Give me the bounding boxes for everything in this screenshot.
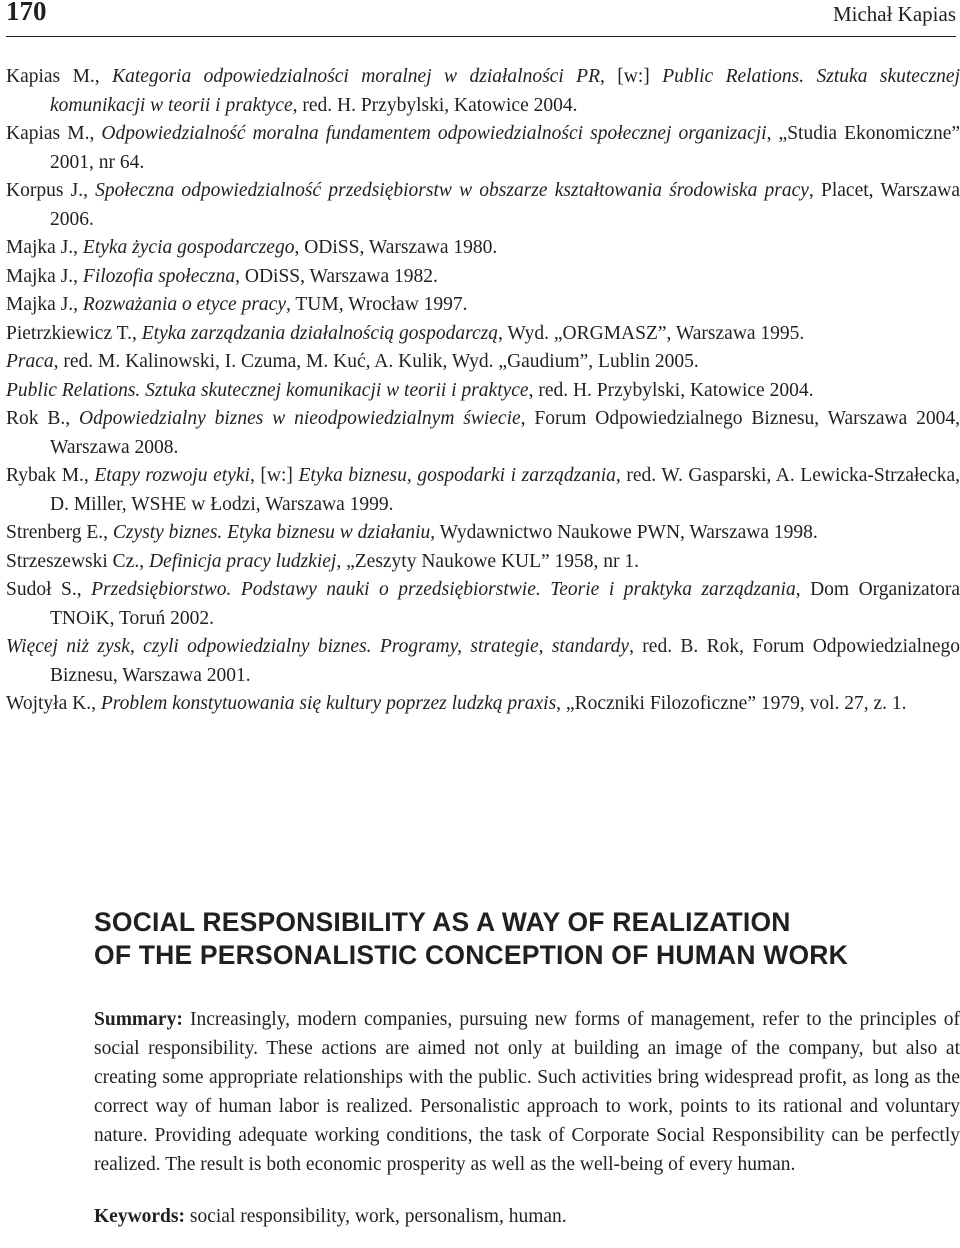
bibliography [6,63,960,719]
ref-title-secondary: Etyka biznesu, gospodarki i zarządzania [298,465,616,486]
ref-title: Odpowiedzialny biznes w nieodpowiedzialnym świecie [79,408,521,429]
ref-title: Praca [6,351,54,372]
keywords-text: social responsibility, work, personalism, human. [185,1206,567,1228]
ref-title: Przedsiębiorstwo. Podstawy nauki o przedsiębiorstwie. Teorie i praktyka zarządzania [91,579,796,600]
bibliography-entry: Pietrzkiewicz T., Etyka zarządzania działalnością gospodarczą, Wyd. „ORGMASZ”, Warszawa 1995. [6,322,805,344]
ref-author: Majka J. [6,265,74,287]
summary-label: Summary: [94,1009,183,1030]
keywords-paragraph [94,1203,960,1232]
bibliography-entry: Strzeszewski Cz., Definicja pracy ludzkiej, „Zeszyty Naukowe KUL” 1958, nr 1. [6,550,640,572]
ref-title: Więcej niż zysk, czyli odpowiedzialny biznes. Programy, strategie, standardy [6,636,630,657]
bibliography-entry: Majka J., Rozważania o etyce pracy, TUM, Wrocław 1997. [6,294,468,315]
ref-author: Korpus J. [6,180,84,201]
ref-author: Wojtyła K. [6,693,92,714]
page-number: 170 [6,0,47,26]
bibliography-entry: Więcej niż zysk, czyli odpowiedzialny biznes. Programy, strategie, standardy, red. B. Rok, Forum Odpowiedzialnego Biznesu, Warszawa 2001. [6,636,960,686]
ref-title: Odpowiedzialność moralna fundamentem odpowiedzialności społecznej organizacji [101,123,767,144]
bibliography-entry: Public Relations. Sztuka skutecznej komunikacji w teorii i praktyce, red. H. Przybylski, Katowice 2004. [6,379,814,401]
ref-author: Strenberg E. [6,522,104,543]
english-abstract [94,906,960,1232]
ref-author: Majka J. [6,237,74,258]
ref-title: Kategoria odpowiedzialności moralnej w działalności PR [112,66,600,87]
bibliography-entry: Kapias M., Kategoria odpowiedzialności moralnej w działalności PR, [w:] Public Relations. Sztuka skutecznej komunikacji w teorii i praktyce, red. H. Przybylski, Katowice 2004. [6,66,960,116]
ref-author: Rok B. [6,408,66,429]
ref-title-secondary: Public Relations. Sztuka skutecznej komunikacji w teorii i praktyce [50,66,960,116]
bibliography-entry: Rok B., Odpowiedzialny biznes w nieodpowiedzialnym świecie, Forum Odpowiedzialnego Biznesu, Warszawa 2004, Warszawa 2008. [6,408,960,458]
bibliography-entry: Praca, red. M. Kalinowski, I. Czuma, M. Kuć, A. Kulik, Wyd. „Gaudium”, Lublin 2005. [6,351,699,372]
bibliography-entry: Rybak M., Etapy rozwoju etyki, [w:] Etyka biznesu, gospodarki i zarządzania, red. W. Gasparski, A. Lewicka-Strzałecka, D. Miller, WSHE w Łodzi, Warszawa 1999. [6,465,960,515]
bibliography-entry: Majka J., Filozofia społeczna, ODiSS, Warszawa 1982. [6,265,438,287]
ref-title: Społeczna odpowiedzialność przedsiębiorstw w obszarze kształtowania środowiska pracy [95,180,809,201]
bibliography-entry: Sudoł S., Przedsiębiorstwo. Podstawy nauki o przedsiębiorstwie. Teorie i praktyka zarządzania, Dom Organizatora TNOiK, Toruń 2002. [6,579,960,629]
bibliography-entry: Kapias M., Odpowiedzialność moralna fundamentem odpowiedzialności społecznej organizacji, „Studia Ekonomiczne” 2001, nr 64. [6,123,960,173]
abstract-title-line: OF THE PERSONALISTIC CONCEPTION OF HUMAN WORK [94,940,848,970]
ref-author: Majka J. [6,294,74,315]
abstract-title [94,906,960,972]
ref-title: Public Relations. Sztuka skutecznej komunikacji w teorii i praktyce [6,379,529,401]
summary-paragraph [94,1006,960,1179]
ref-title: Rozważania o etyce pracy [82,294,286,315]
bibliography-entry: Strenberg E., Czysty biznes. Etyka biznesu w działaniu, Wydawnictwo Naukowe PWN, Warszawa 1998. [6,522,818,543]
running-head-author: Michał Kapias [832,2,956,26]
ref-author: Sudoł S. [6,579,77,600]
page-header [6,0,956,37]
ref-author: Kapias M. [6,66,95,87]
ref-title: Etyka zarządzania działalnością gospodarczą [141,322,498,344]
bibliography-entry: Wojtyła K., Problem konstytuowania się kultury poprzez ludzką praxis, „Roczniki Filozoficzne” 1979, vol. 27, z. 1. [6,693,907,714]
ref-title: Filozofia społeczna [82,265,236,287]
ref-title: Czysty biznes. Etyka biznesu w działaniu [112,522,431,543]
ref-author: Pietrzkiewicz T. [6,322,132,344]
bibliography-entry: Majka J., Etyka życia gospodarczego, ODiSS, Warszawa 1980. [6,237,498,258]
ref-author: Strzeszewski Cz. [6,550,140,572]
ref-title: Problem konstytuowania się kultury poprzez ludzką praxis [100,693,557,714]
ref-title: Etyka życia gospodarczego [82,237,295,258]
ref-title: Etapy rozwoju etyki [94,465,250,486]
summary-text: Increasingly, modern companies, pursuing new forms of management, refer to the principles of social responsibility. These actions are aimed not only at building an image of the company, but also at creating some appropriate relationships with the public. Such activities bring widespread profit, as long as the correct way of human labor is realized. Personalistic approach to work, points to its rational and voluntary nature. Providing adequate working conditions, the task of Corporate Social Responsibility can be perfectly realized. The result is both economic prosperity as well as the well-being of every human. [94,1009,960,1175]
bibliography-entry: Korpus J., Społeczna odpowiedzialność przedsiębiorstw w obszarze kształtowania środowiska pracy, Placet, Warszawa 2006. [6,180,960,230]
abstract-title-line: SOCIAL RESPONSIBILITY AS A WAY OF REALIZATION [94,907,791,937]
ref-author: Rybak M. [6,465,84,486]
ref-author: Kapias M. [6,123,90,144]
ref-title: Definicja pracy ludzkiej [148,550,337,572]
keywords-label: Keywords: [94,1206,185,1228]
